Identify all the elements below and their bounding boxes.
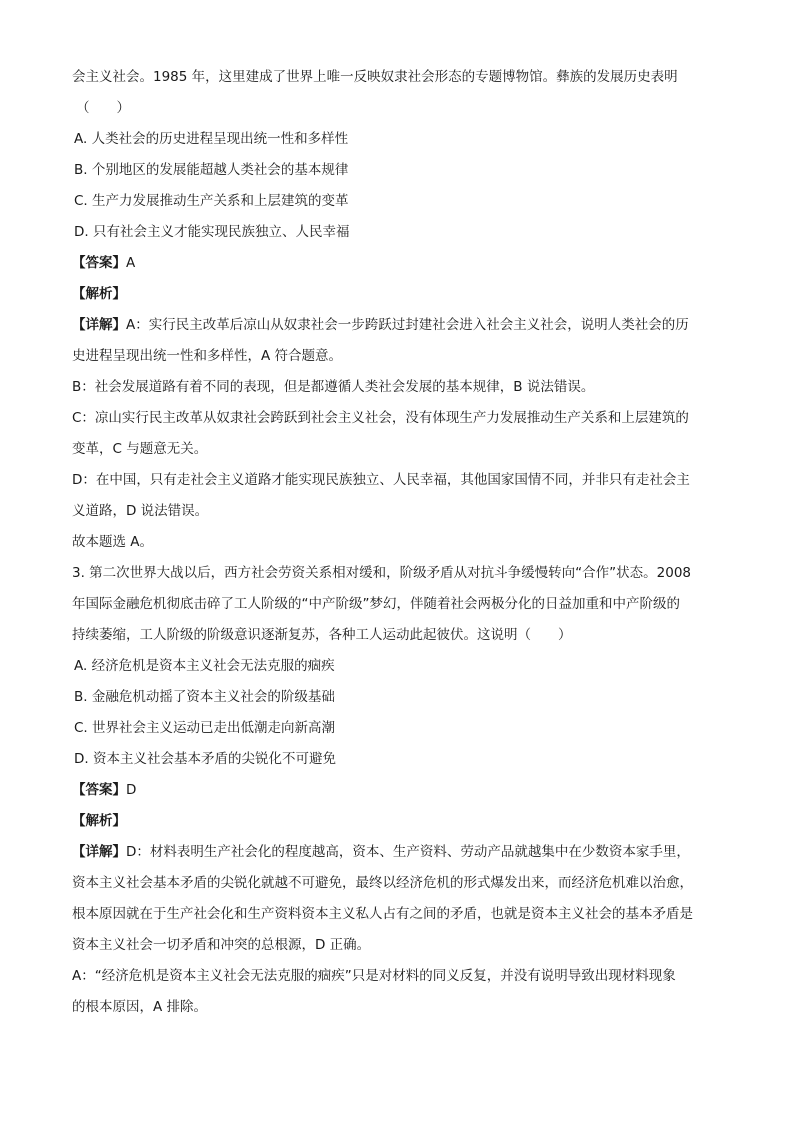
q2-detail-line-5: 变革，C 与题意无关。: [72, 441, 208, 457]
q3-answer-value: D: [126, 782, 137, 798]
q3-detail-line-3: 根本原因就在于生产社会化和生产资料资本主义私人占有之间的矛盾，也就是资本主义社会的基本矛盾是: [72, 906, 693, 922]
q3-stem-line-1: 3. 第二次世界大战以后，西方社会劳资关系相对缓和，阶级矛盾从对抗斗争缓慢转向“合作”状态。2008: [72, 565, 692, 581]
q3-detail-line-4: 资本主义社会一切矛盾和冲突的总根源，D 正确。: [72, 937, 371, 953]
q2-analysis: [72, 279, 722, 310]
q3-stem-line-3: 持续萎缩，工人阶级的阶级意识逐渐复苏，各种工人运动此起彼伏。这说明（ ）: [72, 627, 572, 643]
q3-detail-line-1: [72, 837, 722, 868]
q2-analysis-tag: 【解析】: [72, 286, 126, 302]
q3-detail-tag: 【详解】: [72, 844, 126, 860]
q3-analysis: [72, 806, 722, 837]
q2-detail-tag: 【详解】: [72, 317, 126, 333]
q2-detail-line-4: C：凉山实行民主改革从奴隶社会跨跃到社会主义社会，没有体现生产力发展推动生产关系和上层建筑的: [72, 410, 689, 426]
q3-detail-line-6: 的根本原因，A 排除。: [72, 999, 208, 1015]
q3-option-c: C. 世界社会主义运动已走出低潮走向新高潮: [74, 720, 336, 736]
q2-option-b: B. 个别地区的发展能超越人类社会的基本规律: [74, 162, 349, 178]
q3-option-d: D. 资本主义社会基本矛盾的尖锐化不可避免: [74, 751, 336, 767]
q2-detail-line-7: 义道路，D 说法错误。: [72, 503, 209, 519]
q2-detail-line-2: 史进程呈现出统一性和多样性，A 符合题意。: [72, 348, 343, 364]
q2-answer-value: A: [126, 255, 136, 271]
document-page: [72, 62, 722, 1023]
q3-detail-text-1: D：材料表明生产社会化的程度越高，资本、生产资料、劳动产品就越集中在少数资本家手里，: [126, 844, 690, 860]
q3-answer-tag: 【答案】: [72, 782, 126, 798]
q2-detail-text-1: A：实行民主改革后凉山从奴隶社会一步跨跃过封建社会进入社会主义社会，说明人类社会的历: [126, 317, 689, 333]
q2-option-c: C. 生产力发展推动生产关系和上层建筑的变革: [74, 193, 349, 209]
q2-detail-line-6: D：在中国，只有走社会主义道路才能实现民族独立、人民幸福，其他国家国情不同，并非只有走社会主: [72, 472, 690, 488]
q3-answer: [72, 775, 722, 806]
q3-analysis-tag: 【解析】: [72, 813, 126, 829]
q3-option-a: A. 经济危机是资本主义社会无法克服的痼疾: [74, 658, 335, 674]
q2-detail-line-8: 故本题选 A。: [72, 534, 154, 550]
q3-option-b: B. 金融危机动摇了资本主义社会的阶级基础: [74, 689, 335, 705]
q3-detail-line-2: 资本主义社会基本矛盾的尖锐化就越不可避免，最终以经济危机的形式爆发出来，而经济危机难以治愈，: [72, 875, 693, 891]
q2-answer: [72, 248, 722, 279]
q2-stem-line-2: （ ）: [76, 100, 130, 116]
q2-stem-line-1: 会主义社会。1985 年，这里建成了世界上唯一反映奴隶社会形态的专题博物馆。彝族的发展历史表明: [72, 69, 678, 85]
q2-answer-tag: 【答案】: [72, 255, 126, 271]
q3-detail-line-5: A：“经济危机是资本主义社会无法克服的痼疾”只是对材料的同义反复，并没有说明导致出现材料现象: [72, 968, 676, 984]
q3-stem-line-2: 年国际金融危机彻底击碎了工人阶级的“中产阶级”梦幻，伴随着社会两极分化的日益加重和中产阶级的: [72, 596, 680, 612]
q2-option-d: D. 只有社会主义才能实现民族独立、人民幸福: [74, 224, 350, 240]
q2-option-a: A. 人类社会的历史进程呈现出统一性和多样性: [74, 131, 349, 147]
q2-detail-line-3: B：社会发展道路有着不同的表现，但是都遵循人类社会发展的基本规律，B 说法错误。: [72, 379, 595, 395]
q2-detail-line-1: [72, 310, 722, 341]
